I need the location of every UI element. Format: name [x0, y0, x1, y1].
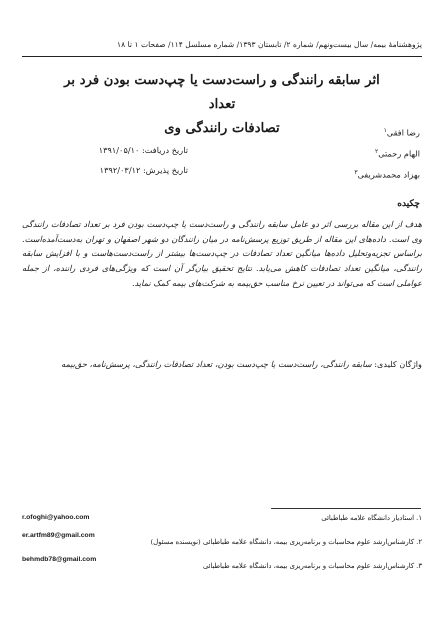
received-date: تاریخ دریافت: ۱۳۹۱/۰۵/۱۰ [98, 145, 188, 155]
footnote-text: ۱. استادیار دانشگاه علامه طباطبائی [321, 514, 422, 522]
author-mark: ۳ [354, 169, 358, 176]
author-email[interactable]: er.artfm89@gmail.com [22, 532, 95, 539]
header-rule [22, 56, 422, 57]
author-list [260, 120, 420, 183]
keywords-text: سابقه رانندگی، راست‌دست یا چپ‌دست بودن، تعداد تصادفات رانندگی، پرسش‌نامه، حق‌بیمه [61, 359, 372, 369]
footnote-text: ۳. کارشناس‌ارشد علوم محاسبات و برنامه‌ریزی بیمه، دانشگاه علامه طباطبائی [202, 562, 422, 570]
author-email[interactable]: behmdb78@gmail.com [22, 556, 97, 563]
author-name: الهام رحمتی [378, 148, 420, 159]
abstract-heading: چکیده [397, 199, 420, 209]
article-dates [28, 140, 188, 180]
abstract-body: هدف از این مقاله بررسی اثر دو عامل سابقه رانندگی و راست‌دست یا چپ‌دست بودن فرد بر تعداد تصادفات رانندگی وی است. داده‌های این مقاله از طریق توزیع پرسش‌نامه در میان رانندگان دو شهر اصفهان و تهران به‌دست‌آمده‌است. براساس تجزیه‌وتحلیل داده‌ها میانگین تعداد تصادفات در چپ‌دست‌ها بیشتر از راست‌دست‌هاست و با افزایش سابقه رانندگی، میانگین تعداد تصادفات کاهش می‌یابد. نتایج تحقیق بیان‌گر آن است که ویژگی‌های فردی راننده، از جمله عواملی است که می‌تواند در تعیین نرخ مناسب حق‌بیمه به شرکت‌های بیمه کمک نماید. [22, 219, 422, 288]
running-header: پژوهشنامهٔ بیمه/ سال بیست‌ونهم/ شماره ۲/ تابستان ۱۳۹۳/ شماره مسلسل ۱۱۴/ صفحات ۱ تا ۱۸ [117, 40, 422, 49]
author-1 [260, 120, 420, 141]
footnote-3 [22, 556, 422, 586]
keywords-label: واژگان کلیدی: [374, 359, 422, 369]
author-email[interactable]: r.ofoghi@yahoo.com [22, 514, 90, 521]
author-mark: ۲ [375, 148, 379, 155]
author-mark: ۱ [383, 127, 387, 134]
footnote-text: ۲. کارشناس‌ارشد علوم محاسبات و برنامه‌ریزی بیمه، دانشگاه علامه طباطبائی (نویسنده مسئول) [150, 538, 422, 546]
footnote-rule [271, 508, 421, 509]
author-3 [260, 162, 420, 183]
accepted-date: تاریخ پذیرش: ۱۳۹۲/۰۳/۱۲ [99, 165, 188, 175]
title-line-1: اثر سابقه رانندگی و راست‌دست یا چپ‌دست بودن فرد بر تعداد [64, 73, 380, 112]
title-line-2: تصادفات رانندگی وی [164, 121, 280, 136]
author-name: رضا افقی [386, 127, 420, 138]
author-2 [260, 141, 420, 162]
footnotes [22, 514, 422, 586]
author-name: بهزاد محمدشریفی [357, 169, 420, 180]
keywords [22, 357, 422, 372]
